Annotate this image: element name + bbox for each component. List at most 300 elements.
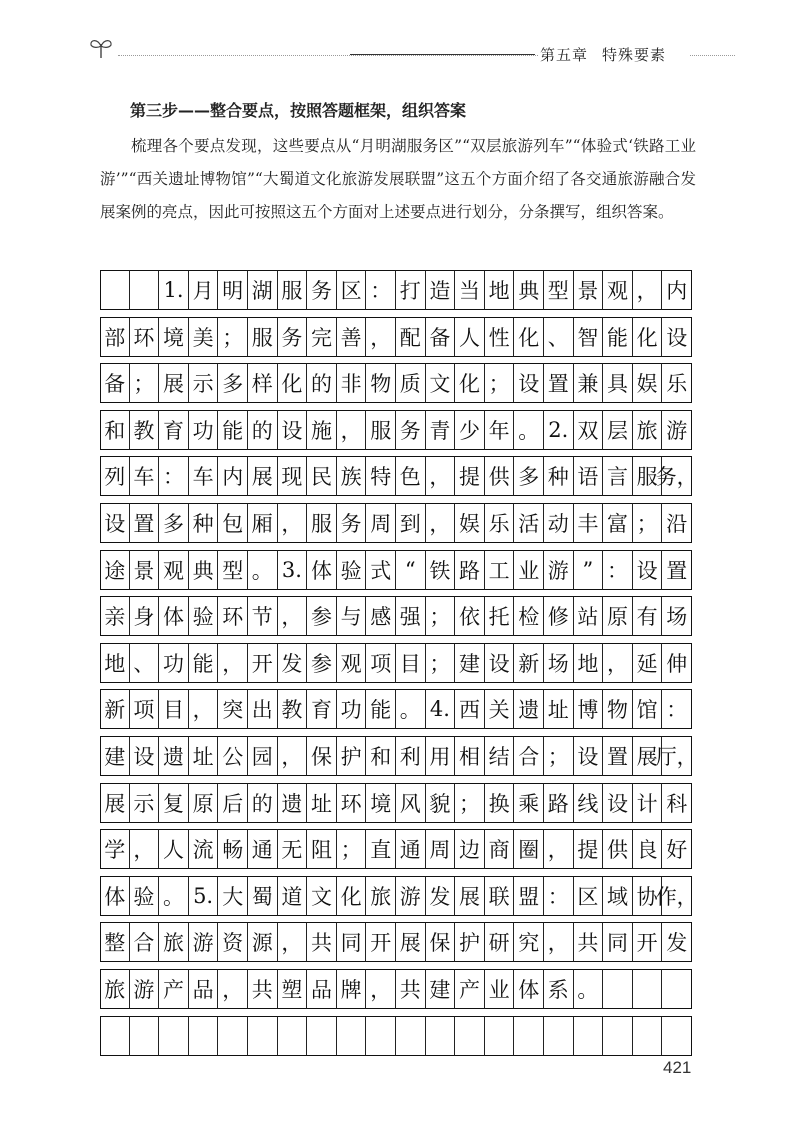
grid-cell: 置 xyxy=(603,736,633,776)
grid-cell xyxy=(218,1016,248,1056)
grid-cell: 车 xyxy=(189,456,219,496)
grid-cell: 人 xyxy=(455,317,485,357)
header-solid-rule xyxy=(350,54,535,55)
grid-cell: 观 xyxy=(337,643,367,683)
grid-cell: 设 xyxy=(574,736,604,776)
grid-cell: 通 xyxy=(396,829,426,869)
grid-cell: 的 xyxy=(248,783,278,823)
grid-cell: ， xyxy=(366,317,396,357)
grid-cell xyxy=(662,969,692,1009)
grid-cell: 系 xyxy=(544,969,574,1009)
grid-cell: 质 xyxy=(396,363,426,403)
grid-cell: 道 xyxy=(278,876,308,916)
grid-cell xyxy=(130,1016,160,1056)
grid-cell: 保 xyxy=(307,736,337,776)
grid-cell: 作， xyxy=(662,876,692,916)
grid-cell: 新 xyxy=(100,689,130,729)
grid-cell: 示 xyxy=(130,783,160,823)
sprout-icon xyxy=(88,34,114,60)
grid-row xyxy=(100,456,698,496)
grid-cell: 月 xyxy=(189,270,219,310)
grid-cell: 设 xyxy=(278,410,308,450)
grid-cell: 展 xyxy=(159,363,189,403)
grid-cell: 究 xyxy=(514,922,544,962)
grid-cell: 1. xyxy=(159,270,189,310)
grid-cell: ， xyxy=(278,922,308,962)
grid-cell: 务 xyxy=(396,410,426,450)
grid-cell: 址 xyxy=(307,783,337,823)
grid-cell: ” xyxy=(574,550,604,590)
grid-cell: 到 xyxy=(396,503,426,543)
grid-cell: 业 xyxy=(485,969,515,1009)
grid-cell: 设 xyxy=(603,783,633,823)
grid-cell: 游 xyxy=(130,969,160,1009)
grid-cell: ， xyxy=(130,829,160,869)
grid-cell: 、 xyxy=(130,643,160,683)
grid-cell: 旅 xyxy=(366,876,396,916)
grid-cell: 育 xyxy=(307,689,337,729)
grid-cell: 功 xyxy=(189,410,219,450)
grid-cell: 铁 xyxy=(426,550,456,590)
grid-cell: 言 xyxy=(603,456,633,496)
grid-cell: 边 xyxy=(455,829,485,869)
grid-cell xyxy=(485,1016,515,1056)
grid-cell: 配 xyxy=(396,317,426,357)
grid-cell: 展 xyxy=(455,876,485,916)
grid-cell: 备 xyxy=(426,317,456,357)
grid-row xyxy=(100,550,692,590)
grid-cell: 园 xyxy=(248,736,278,776)
grid-cell: 验 xyxy=(189,596,219,636)
grid-cell: 公 xyxy=(218,736,248,776)
grid-cell: ， xyxy=(189,689,219,729)
grid-cell: 线 xyxy=(574,783,604,823)
grid-cell: 感 xyxy=(366,596,396,636)
grid-cell: 当 xyxy=(455,270,485,310)
grid-cell: 供 xyxy=(485,456,515,496)
grid-cell: 造 xyxy=(426,270,456,310)
grid-cell: 车 xyxy=(130,456,160,496)
grid-cell: 原 xyxy=(189,783,219,823)
grid-cell: 验 xyxy=(337,550,367,590)
grid-cell: ， xyxy=(544,922,574,962)
grid-cell xyxy=(603,969,633,1009)
grid-cell: 动 xyxy=(544,503,574,543)
grid-cell: 内 xyxy=(662,270,692,310)
grid-cell: 身 xyxy=(130,596,160,636)
grid-cell: ； xyxy=(544,736,574,776)
grid-cell: 特 xyxy=(366,456,396,496)
grid-cell: 典 xyxy=(189,550,219,590)
grid-cell: 完 xyxy=(307,317,337,357)
grid-cell: 物 xyxy=(366,363,396,403)
grid-cell: 活 xyxy=(514,503,544,543)
grid-cell: 参 xyxy=(307,596,337,636)
grid-cell: 共 xyxy=(307,922,337,962)
grid-cell xyxy=(307,1016,337,1056)
grid-cell: 托 xyxy=(485,596,515,636)
grid-cell: 护 xyxy=(455,922,485,962)
grid-cell: 景 xyxy=(130,550,160,590)
grid-cell: 后 xyxy=(218,783,248,823)
grid-cell: 无 xyxy=(278,829,308,869)
grid-cell: 学 xyxy=(100,829,130,869)
grid-cell: 建 xyxy=(426,969,456,1009)
grid-cell: 功 xyxy=(159,643,189,683)
chapter-number: 第五章 xyxy=(540,46,589,64)
header-dotted-rule xyxy=(118,55,538,56)
grid-cell: 复 xyxy=(159,783,189,823)
grid-cell: 新 xyxy=(514,643,544,683)
grid-cell: 能 xyxy=(366,689,396,729)
grid-cell: 色 xyxy=(396,456,426,496)
grid-cell: 境 xyxy=(366,783,396,823)
grid-cell: 博 xyxy=(574,689,604,729)
grid-cell: 换 xyxy=(485,783,515,823)
grid-cell: 。 xyxy=(514,410,544,450)
step-title: 第三步——整合要点，按照答题框架，组织答案 xyxy=(130,101,467,120)
grid-cell: 厢 xyxy=(248,503,278,543)
grid-cell: 游 xyxy=(662,410,692,450)
grid-cell: 观 xyxy=(159,550,189,590)
grid-cell: 2. xyxy=(544,410,574,450)
grid-cell: 具 xyxy=(603,363,633,403)
grid-cell: 厅， xyxy=(662,736,692,776)
grid-cell: 族 xyxy=(337,456,367,496)
grid-row xyxy=(100,317,692,357)
grid-cell: 同 xyxy=(337,922,367,962)
grid-cell: 参 xyxy=(307,643,337,683)
grid-cell: 开 xyxy=(633,922,663,962)
grid-cell: 路 xyxy=(544,783,574,823)
grid-cell: 相 xyxy=(455,736,485,776)
grid-cell: 建 xyxy=(455,643,485,683)
grid-cell: 和 xyxy=(100,410,130,450)
grid-cell: 同 xyxy=(603,922,633,962)
grid-cell: 游 xyxy=(544,550,574,590)
grid-cell: 研 xyxy=(485,922,515,962)
grid-cell: 务 xyxy=(337,503,367,543)
grid-cell: 部 xyxy=(100,317,130,357)
grid-cell: 功 xyxy=(337,689,367,729)
grid-cell xyxy=(426,1016,456,1056)
grid-cell: 区 xyxy=(574,876,604,916)
grid-cell: 业 xyxy=(514,550,544,590)
grid-cell: 建 xyxy=(100,736,130,776)
grid-cell xyxy=(396,1016,426,1056)
grid-cell: 娱 xyxy=(633,363,663,403)
grid-cell: 遗 xyxy=(514,689,544,729)
grid-cell: 合 xyxy=(514,736,544,776)
grid-cell: 教 xyxy=(130,410,160,450)
grid-cell: 环 xyxy=(337,783,367,823)
grid-cell: 化 xyxy=(278,363,308,403)
grid-cell: 教 xyxy=(278,689,308,729)
grid-cell: 文 xyxy=(426,363,456,403)
grid-cell: 场 xyxy=(544,643,574,683)
grid-row xyxy=(100,410,692,450)
grid-cell: 游 xyxy=(189,922,219,962)
grid-cell: 明 xyxy=(218,270,248,310)
grid-cell: 强 xyxy=(396,596,426,636)
grid-cell: 展 xyxy=(633,736,663,776)
grid-cell: 内 xyxy=(218,456,248,496)
grid-cell: ， xyxy=(218,643,248,683)
grid-cell: 遗 xyxy=(159,736,189,776)
grid-cell: ： xyxy=(603,550,633,590)
grid-cell: ， xyxy=(426,503,456,543)
grid-cell: 塑 xyxy=(278,969,308,1009)
grid-cell: 能 xyxy=(603,317,633,357)
grid-cell: 关 xyxy=(485,689,515,729)
grid-cell: 区 xyxy=(337,270,367,310)
grid-cell: 非 xyxy=(337,363,367,403)
grid-cell: 物 xyxy=(603,689,633,729)
grid-cell xyxy=(130,270,160,310)
grid-cell: 护 xyxy=(337,736,367,776)
grid-cell: 列 xyxy=(100,456,130,496)
grid-cell: 有 xyxy=(633,596,663,636)
grid-cell: 目 xyxy=(159,689,189,729)
grid-cell: 景 xyxy=(574,270,604,310)
grid-cell: 西 xyxy=(455,689,485,729)
grid-cell: 育 xyxy=(159,410,189,450)
grid-cell: ； xyxy=(455,783,485,823)
grid-cell: 风 xyxy=(396,783,426,823)
grid-cell: 利 xyxy=(396,736,426,776)
grid-cell: 丰 xyxy=(574,503,604,543)
grid-cell: 流 xyxy=(189,829,219,869)
grid-row xyxy=(100,736,698,776)
grid-cell: 服 xyxy=(278,270,308,310)
grid-cell: 沿 xyxy=(662,503,692,543)
grid-row xyxy=(100,922,692,962)
grid-cell: 置 xyxy=(662,550,692,590)
grid-cell: 修 xyxy=(544,596,574,636)
grid-cell: 双 xyxy=(574,410,604,450)
grid-cell: 产 xyxy=(159,969,189,1009)
grid-row xyxy=(100,783,692,823)
grid-cell: 展 xyxy=(248,456,278,496)
grid-cell: 设 xyxy=(662,317,692,357)
grid-cell xyxy=(100,1016,130,1056)
grid-cell: 备 xyxy=(100,363,130,403)
grid-row xyxy=(100,596,692,636)
grid-cell: 地 xyxy=(485,270,515,310)
grid-cell: 直 xyxy=(366,829,396,869)
grid-cell: 出 xyxy=(248,689,278,729)
grid-cell xyxy=(662,1016,692,1056)
grid-cell: 年 xyxy=(485,410,515,450)
grid-cell: 延 xyxy=(633,643,663,683)
grid-cell xyxy=(603,1016,633,1056)
grid-cell: ： xyxy=(159,456,189,496)
grid-cell: 途 xyxy=(100,550,130,590)
grid-cell: 共 xyxy=(396,969,426,1009)
grid-cell: 4. xyxy=(426,689,456,729)
grid-cell: 民 xyxy=(307,456,337,496)
header-dotted-rule-right xyxy=(690,55,735,56)
grid-cell: ， xyxy=(544,829,574,869)
grid-cell: 体 xyxy=(100,876,130,916)
grid-cell: 突 xyxy=(218,689,248,729)
grid-row xyxy=(100,1016,692,1056)
grid-cell: 善 xyxy=(337,317,367,357)
grid-cell: 大 xyxy=(218,876,248,916)
grid-cell: 多 xyxy=(514,456,544,496)
grid-cell xyxy=(633,1016,663,1056)
grid-cell: 提 xyxy=(574,829,604,869)
grid-cell: 种 xyxy=(189,503,219,543)
grid-cell: 联 xyxy=(485,876,515,916)
grid-cell: 样 xyxy=(248,363,278,403)
grid-cell: ； xyxy=(337,829,367,869)
grid-cell: ， xyxy=(278,596,308,636)
grid-cell: 项 xyxy=(366,643,396,683)
grid-cell: 体 xyxy=(514,969,544,1009)
grid-cell: 体 xyxy=(307,550,337,590)
grid-cell: 置 xyxy=(130,503,160,543)
grid-cell: 开 xyxy=(366,922,396,962)
grid-cell: ； xyxy=(130,363,160,403)
grid-cell xyxy=(514,1016,544,1056)
grid-row xyxy=(100,270,692,310)
grid-cell: 遗 xyxy=(278,783,308,823)
grid-cell: 址 xyxy=(189,736,219,776)
grid-cell: 保 xyxy=(426,922,456,962)
grid-cell: 富 xyxy=(603,503,633,543)
grid-cell: 牌 xyxy=(337,969,367,1009)
grid-cell: 示 xyxy=(189,363,219,403)
grid-cell: 和 xyxy=(366,736,396,776)
page-header xyxy=(0,0,800,80)
grid-cell: 的 xyxy=(248,410,278,450)
grid-cell: 乘 xyxy=(514,783,544,823)
grid-cell: 旅 xyxy=(633,410,663,450)
grid-cell: 环 xyxy=(218,596,248,636)
grid-cell xyxy=(337,1016,367,1056)
grid-cell: 。 xyxy=(159,876,189,916)
grid-cell: 型 xyxy=(544,270,574,310)
grid-cell: 境 xyxy=(159,317,189,357)
grid-cell xyxy=(455,1016,485,1056)
grid-cell: 体 xyxy=(159,596,189,636)
grid-cell: 提 xyxy=(455,456,485,496)
grid-cell: 务 xyxy=(307,270,337,310)
grid-cell: 开 xyxy=(248,643,278,683)
grid-cell: 典 xyxy=(514,270,544,310)
grid-cell: 化 xyxy=(455,363,485,403)
grid-cell: 、 xyxy=(544,317,574,357)
grid-cell: 娱 xyxy=(455,503,485,543)
grid-cell: 青 xyxy=(426,410,456,450)
grid-cell: ； xyxy=(485,363,515,403)
grid-cell xyxy=(633,969,663,1009)
grid-cell: 层 xyxy=(603,410,633,450)
grid-cell: 结 xyxy=(485,736,515,776)
grid-cell: 产 xyxy=(455,969,485,1009)
grid-cell: 周 xyxy=(426,829,456,869)
grid-cell xyxy=(278,1016,308,1056)
grid-cell: 阻 xyxy=(307,829,337,869)
grid-cell: 设 xyxy=(485,643,515,683)
grid-cell: 乐 xyxy=(485,503,515,543)
grid-cell: 型 xyxy=(218,550,248,590)
grid-cell: 源 xyxy=(248,922,278,962)
grid-cell: 。 xyxy=(574,969,604,1009)
body-paragraph: 梳理各个要点发现，这些要点从“月明湖服务区”“双层旅游列车”“体验式‘铁路工业游’”“西关遗址博物馆”“大蜀道文化旅游发展联盟”这五个方面介绍了各交通旅游融合发展案例的亮点，因此可按照这五个方面对上述要点进行划分，分条撰写，组织答案。 xyxy=(100,137,696,221)
grid-cell: 务 xyxy=(278,317,308,357)
grid-cell: 验 xyxy=(130,876,160,916)
grid-cell xyxy=(574,1016,604,1056)
chapter-title: 特殊要素 xyxy=(602,46,667,64)
grid-cell: 展 xyxy=(396,922,426,962)
grid-cell: 品 xyxy=(307,969,337,1009)
grid-cell: 畅 xyxy=(218,829,248,869)
grid-row xyxy=(100,876,698,916)
grid-cell: 馆 xyxy=(633,689,663,729)
grid-cell: 乐 xyxy=(662,363,692,403)
grid-cell: 化 xyxy=(633,317,663,357)
grid-cell: 。 xyxy=(396,689,426,729)
grid-cell: 人 xyxy=(159,829,189,869)
grid-cell: 原 xyxy=(603,596,633,636)
grid-cell: 与 xyxy=(337,596,367,636)
grid-cell: 工 xyxy=(485,550,515,590)
grid-cell: 盟 xyxy=(514,876,544,916)
grid-cell: 的 xyxy=(307,363,337,403)
grid-cell: 址 xyxy=(544,689,574,729)
grid-cell: ， xyxy=(218,969,248,1009)
grid-cell: 3. xyxy=(278,550,308,590)
grid-cell: 场 xyxy=(662,596,692,636)
grid-cell: 湖 xyxy=(248,270,278,310)
grid-cell: ， xyxy=(366,969,396,1009)
grid-cell: ， xyxy=(337,410,367,450)
grid-cell: 貌 xyxy=(426,783,456,823)
grid-cell: ： xyxy=(544,876,574,916)
grid-cell: 好 xyxy=(662,829,692,869)
grid-cell: 能 xyxy=(218,410,248,450)
grid-cell: 蜀 xyxy=(248,876,278,916)
grid-cell: 通 xyxy=(248,829,278,869)
grid-cell: 化 xyxy=(337,876,367,916)
grid-cell: 供 xyxy=(603,829,633,869)
grid-cell: 智 xyxy=(574,317,604,357)
grid-cell: 路 xyxy=(455,550,485,590)
grid-cell: 兼 xyxy=(574,363,604,403)
grid-cell: 能 xyxy=(189,643,219,683)
grid-cell: 圈 xyxy=(514,829,544,869)
grid-cell: ， xyxy=(426,456,456,496)
grid-cell: 科 xyxy=(662,783,692,823)
grid-cell xyxy=(544,1016,574,1056)
grid-cell: 旅 xyxy=(159,922,189,962)
grid-cell: 检 xyxy=(514,596,544,636)
grid-cell xyxy=(366,1016,396,1056)
grid-cell: ， xyxy=(633,270,663,310)
grid-cell: 品 xyxy=(189,969,219,1009)
grid-cell: 协 xyxy=(633,876,663,916)
grid-cell: 观 xyxy=(603,270,633,310)
grid-cell: 化 xyxy=(514,317,544,357)
grid-cell: 合 xyxy=(130,922,160,962)
grid-cell: ； xyxy=(426,596,456,636)
grid-cell: ， xyxy=(278,736,308,776)
grid-cell: ； xyxy=(426,643,456,683)
grid-row xyxy=(100,363,692,403)
grid-cell: 资 xyxy=(218,922,248,962)
